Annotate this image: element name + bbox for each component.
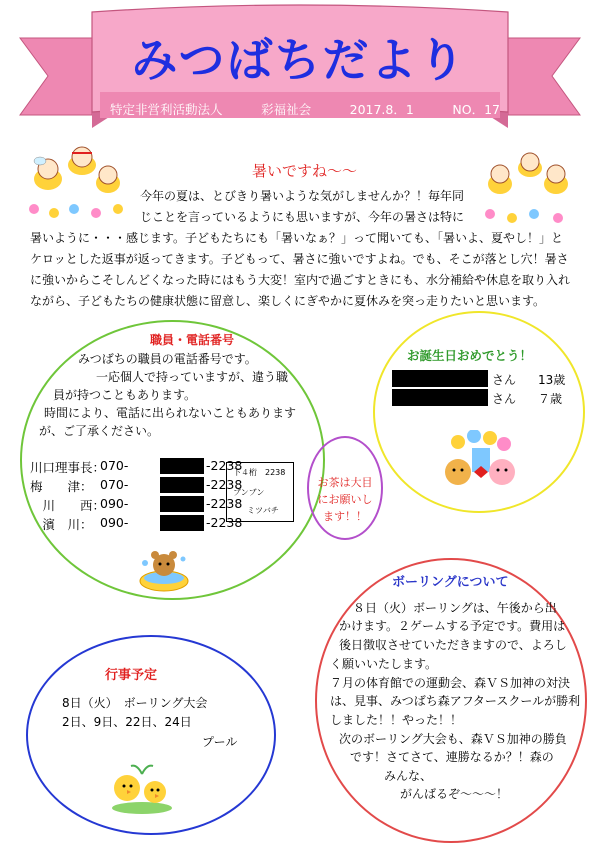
bowling-line: がんばるぞ～～～！ — [400, 787, 509, 801]
bowling-line: 後日徴収させていただきますので、よろし — [339, 638, 567, 652]
org-name: 彩福祉会 — [261, 102, 312, 117]
staff-line-5: が、ご了承ください。 — [39, 424, 160, 438]
redacted-block — [160, 458, 204, 474]
intro-paragraph-2: 暑いように・・・感じます。子どもたちにも「暑いなぁ？」って聞いても、「暑いよ、夏やし！」とケロッとした返事が返ってきます。子どもって、暑さに強いですよね。でも、そこが落とし穴！暑さに強いからこそしんどくなった時にはもう大変！室内で過ごすときにも、水分補給や休息を取り入れながら、子どもたちの健康状態に留意し、楽しくにぎやかに夏休みを突っ走りたいと思います。 — [30, 231, 571, 308]
bowling-line: です！さてさて、連勝なるか？！森の — [350, 750, 554, 764]
phone-prefix: 090- — [100, 496, 129, 511]
event-line-2: 2日、9日、22日、24日 — [62, 715, 192, 729]
bowling-line: みんな、 — [384, 769, 433, 783]
phone-suffix: -2238 — [206, 477, 243, 492]
bowling-line: は、見事、みつばち森アフタースクールが勝利 — [330, 694, 581, 708]
phone-prefix: 090- — [100, 515, 129, 530]
staff-name: 梅 津： — [30, 479, 93, 494]
staff-name: 川口理事長： — [30, 460, 106, 475]
staff-line-2: 一応個人で持っていますが、違う職 — [96, 370, 289, 384]
phone-suffix: -2238 — [206, 458, 243, 473]
bowling-line: ８日（火）ボーリングは、午後から出 — [353, 601, 557, 615]
bowling-line: 次のボーリング大会も、森ＶＳ加神の勝負 — [339, 732, 567, 746]
bowling-line: く願いいたします。 — [330, 657, 438, 671]
honorific: さん — [492, 392, 517, 406]
event-line-3: プール — [202, 735, 238, 749]
memo-line-2: ブンブン — [233, 488, 265, 497]
phone-suffix: -2238 — [206, 496, 243, 511]
birthday-title: お誕生日おめでとう！ — [407, 348, 533, 363]
phone-prefix: 070- — [100, 458, 129, 473]
staff-name: 濱 川： — [30, 517, 93, 532]
bees-flowers-illustration-left — [20, 143, 135, 223]
bowling-line: ７月の体育館での運動会、森ＶＳ加神の対決 — [330, 676, 571, 690]
cats-bouquet-illustration — [438, 430, 524, 496]
memo-box — [226, 462, 294, 522]
memo-line-3: ミツバチ — [247, 506, 279, 515]
birthday-entry — [392, 370, 572, 388]
redacted-block — [160, 496, 204, 512]
staff-name: 川 西： — [30, 498, 106, 513]
birthday-entry — [392, 389, 572, 407]
org-type: 特定非営利活動法人 — [110, 102, 223, 117]
newsletter-title: みつばちだより — [131, 33, 467, 87]
issue-date: 2017.8．1 — [349, 102, 414, 117]
intro-paragraph-1: 今年の夏は、とびきり暑いような気がしませんか？！毎年同じことを言っているようにも思いますが、今年の暑さは特に — [140, 189, 465, 224]
age: 13歳 — [538, 373, 566, 387]
tea-note-text: お茶は大目にお願いします！！ — [317, 476, 373, 523]
honorific: さん — [492, 373, 517, 387]
staff-line-1: みつばちの職員の電話番号です。 — [78, 352, 257, 366]
phone-suffix: -2238 — [206, 515, 243, 530]
header-subtitle — [110, 100, 500, 118]
staff-line-4: 時間により、電話に出られないこともあります — [44, 406, 297, 420]
age: ７歳 — [538, 392, 563, 406]
event-line-1: 8日（火） ボーリング大会 — [62, 696, 208, 710]
redacted-block — [160, 477, 204, 493]
bees-flowers-illustration-right — [478, 150, 578, 228]
redacted-block — [160, 515, 204, 531]
bowling-line: しました！！やった！！ — [330, 713, 463, 727]
bear-pool-illustration — [137, 545, 192, 593]
events-title: 行事予定 — [105, 668, 158, 683]
issue-number: NO．17 — [452, 102, 500, 117]
staff-line-3: 員が持つこともあります。 — [53, 388, 197, 402]
staff-title: 職員・電話番号 — [150, 333, 235, 347]
chicks-sprout-illustration — [105, 758, 180, 816]
bowling-line: かけます。２ゲームする予定です。費用は — [339, 619, 566, 633]
memo-line-1: 下４桁 2238 — [233, 468, 286, 477]
phone-prefix: 070- — [100, 477, 129, 492]
redacted-name — [392, 389, 488, 406]
header-banner — [0, 0, 600, 150]
redacted-name — [392, 370, 488, 387]
intro-heading: 暑いですね～～ — [252, 162, 358, 180]
bowling-title: ボーリングについて — [392, 575, 509, 590]
